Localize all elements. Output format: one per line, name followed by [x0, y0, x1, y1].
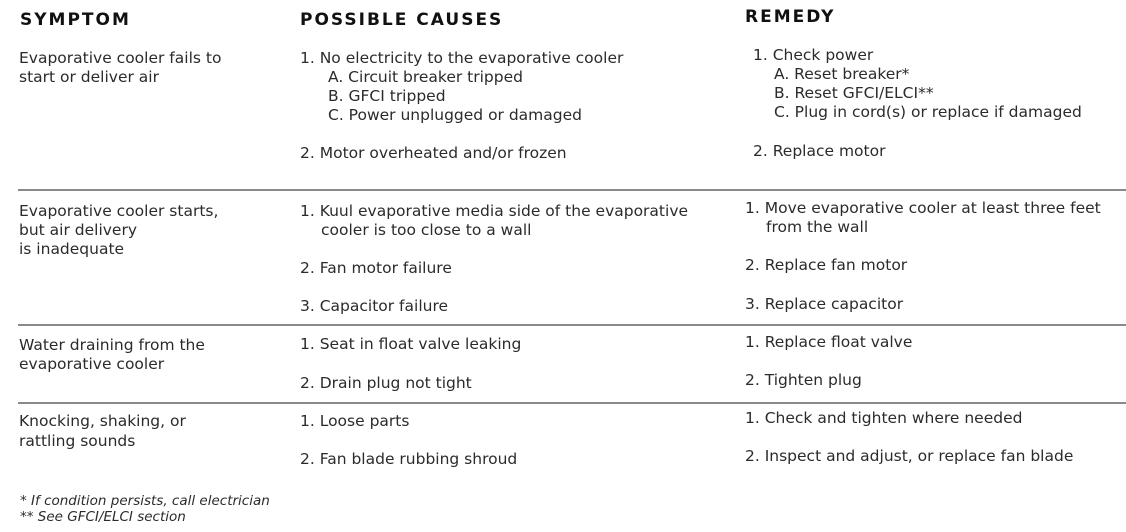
cause-subitem: B. GFCI tripped — [328, 87, 446, 105]
symptom-text: Evaporative cooler fails to — [19, 49, 222, 67]
cause-item: 2. Fan blade rubbing shroud — [300, 450, 518, 468]
cause-item: 1. Kuul evaporative media side of the evaporative — [300, 202, 689, 220]
remedy-item: 1. Replace float valve — [745, 333, 913, 351]
symptom-text: evaporative cooler — [19, 355, 165, 373]
cause-item: 2. Fan motor failure — [300, 259, 452, 277]
cause-item: 1. Seat in float valve leaking — [300, 335, 522, 353]
cause-item: 2. Motor overheated and/or frozen — [300, 144, 567, 162]
row-divider — [18, 402, 1126, 404]
footnote: ** See GFCI/ELCI section — [20, 509, 186, 525]
cause-item: 1. Loose parts — [300, 412, 410, 430]
possible-causes-column-header: POSSIBLE CAUSES — [300, 10, 504, 30]
symptom-text: rattling sounds — [19, 432, 136, 450]
remedy-item: 2. Inspect and adjust, or replace fan blade — [745, 447, 1074, 465]
row-divider — [18, 324, 1126, 326]
symptom-text: start or deliver air — [19, 68, 159, 86]
footnote: * If condition persists, call electrician — [20, 493, 270, 509]
symptom-text: Water draining from the — [19, 336, 205, 354]
symptom-column-header: SYMPTOM — [20, 10, 131, 30]
remedy-column-header: REMEDY — [745, 7, 836, 27]
symptom-text: Evaporative cooler starts, — [19, 202, 219, 220]
remedy-item: 1. Check and tighten where needed — [745, 409, 1023, 427]
remedy-item: 1. Check power — [753, 46, 874, 64]
symptom-text: but air delivery — [19, 221, 138, 239]
cause-item: 3. Capacitor failure — [300, 297, 449, 315]
remedy-item-continuation: from the wall — [766, 218, 869, 236]
remedy-subitem: C. Plug in cord(s) or replace if damaged — [774, 103, 1082, 121]
remedy-item: 3. Replace capacitor — [745, 295, 904, 313]
symptom-text: is inadequate — [19, 240, 125, 258]
cause-subitem: C. Power unplugged or damaged — [328, 106, 582, 124]
cause-item: 1. No electricity to the evaporative cooler — [300, 49, 624, 67]
symptom-text: Knocking, shaking, or — [19, 412, 186, 430]
remedy-item: 1. Move evaporative cooler at least three feet — [745, 199, 1101, 217]
row-divider — [18, 189, 1126, 191]
cause-item-continuation: cooler is too close to a wall — [321, 221, 532, 239]
remedy-item: 2. Tighten plug — [745, 371, 862, 389]
cause-item: 2. Drain plug not tight — [300, 374, 472, 392]
cause-subitem: A. Circuit breaker tripped — [328, 68, 523, 86]
remedy-item: 2. Replace motor — [753, 142, 886, 160]
remedy-item: 2. Replace fan motor — [745, 256, 908, 274]
remedy-subitem: B. Reset GFCI/ELCI** — [774, 84, 934, 102]
remedy-subitem: A. Reset breaker* — [774, 65, 910, 83]
